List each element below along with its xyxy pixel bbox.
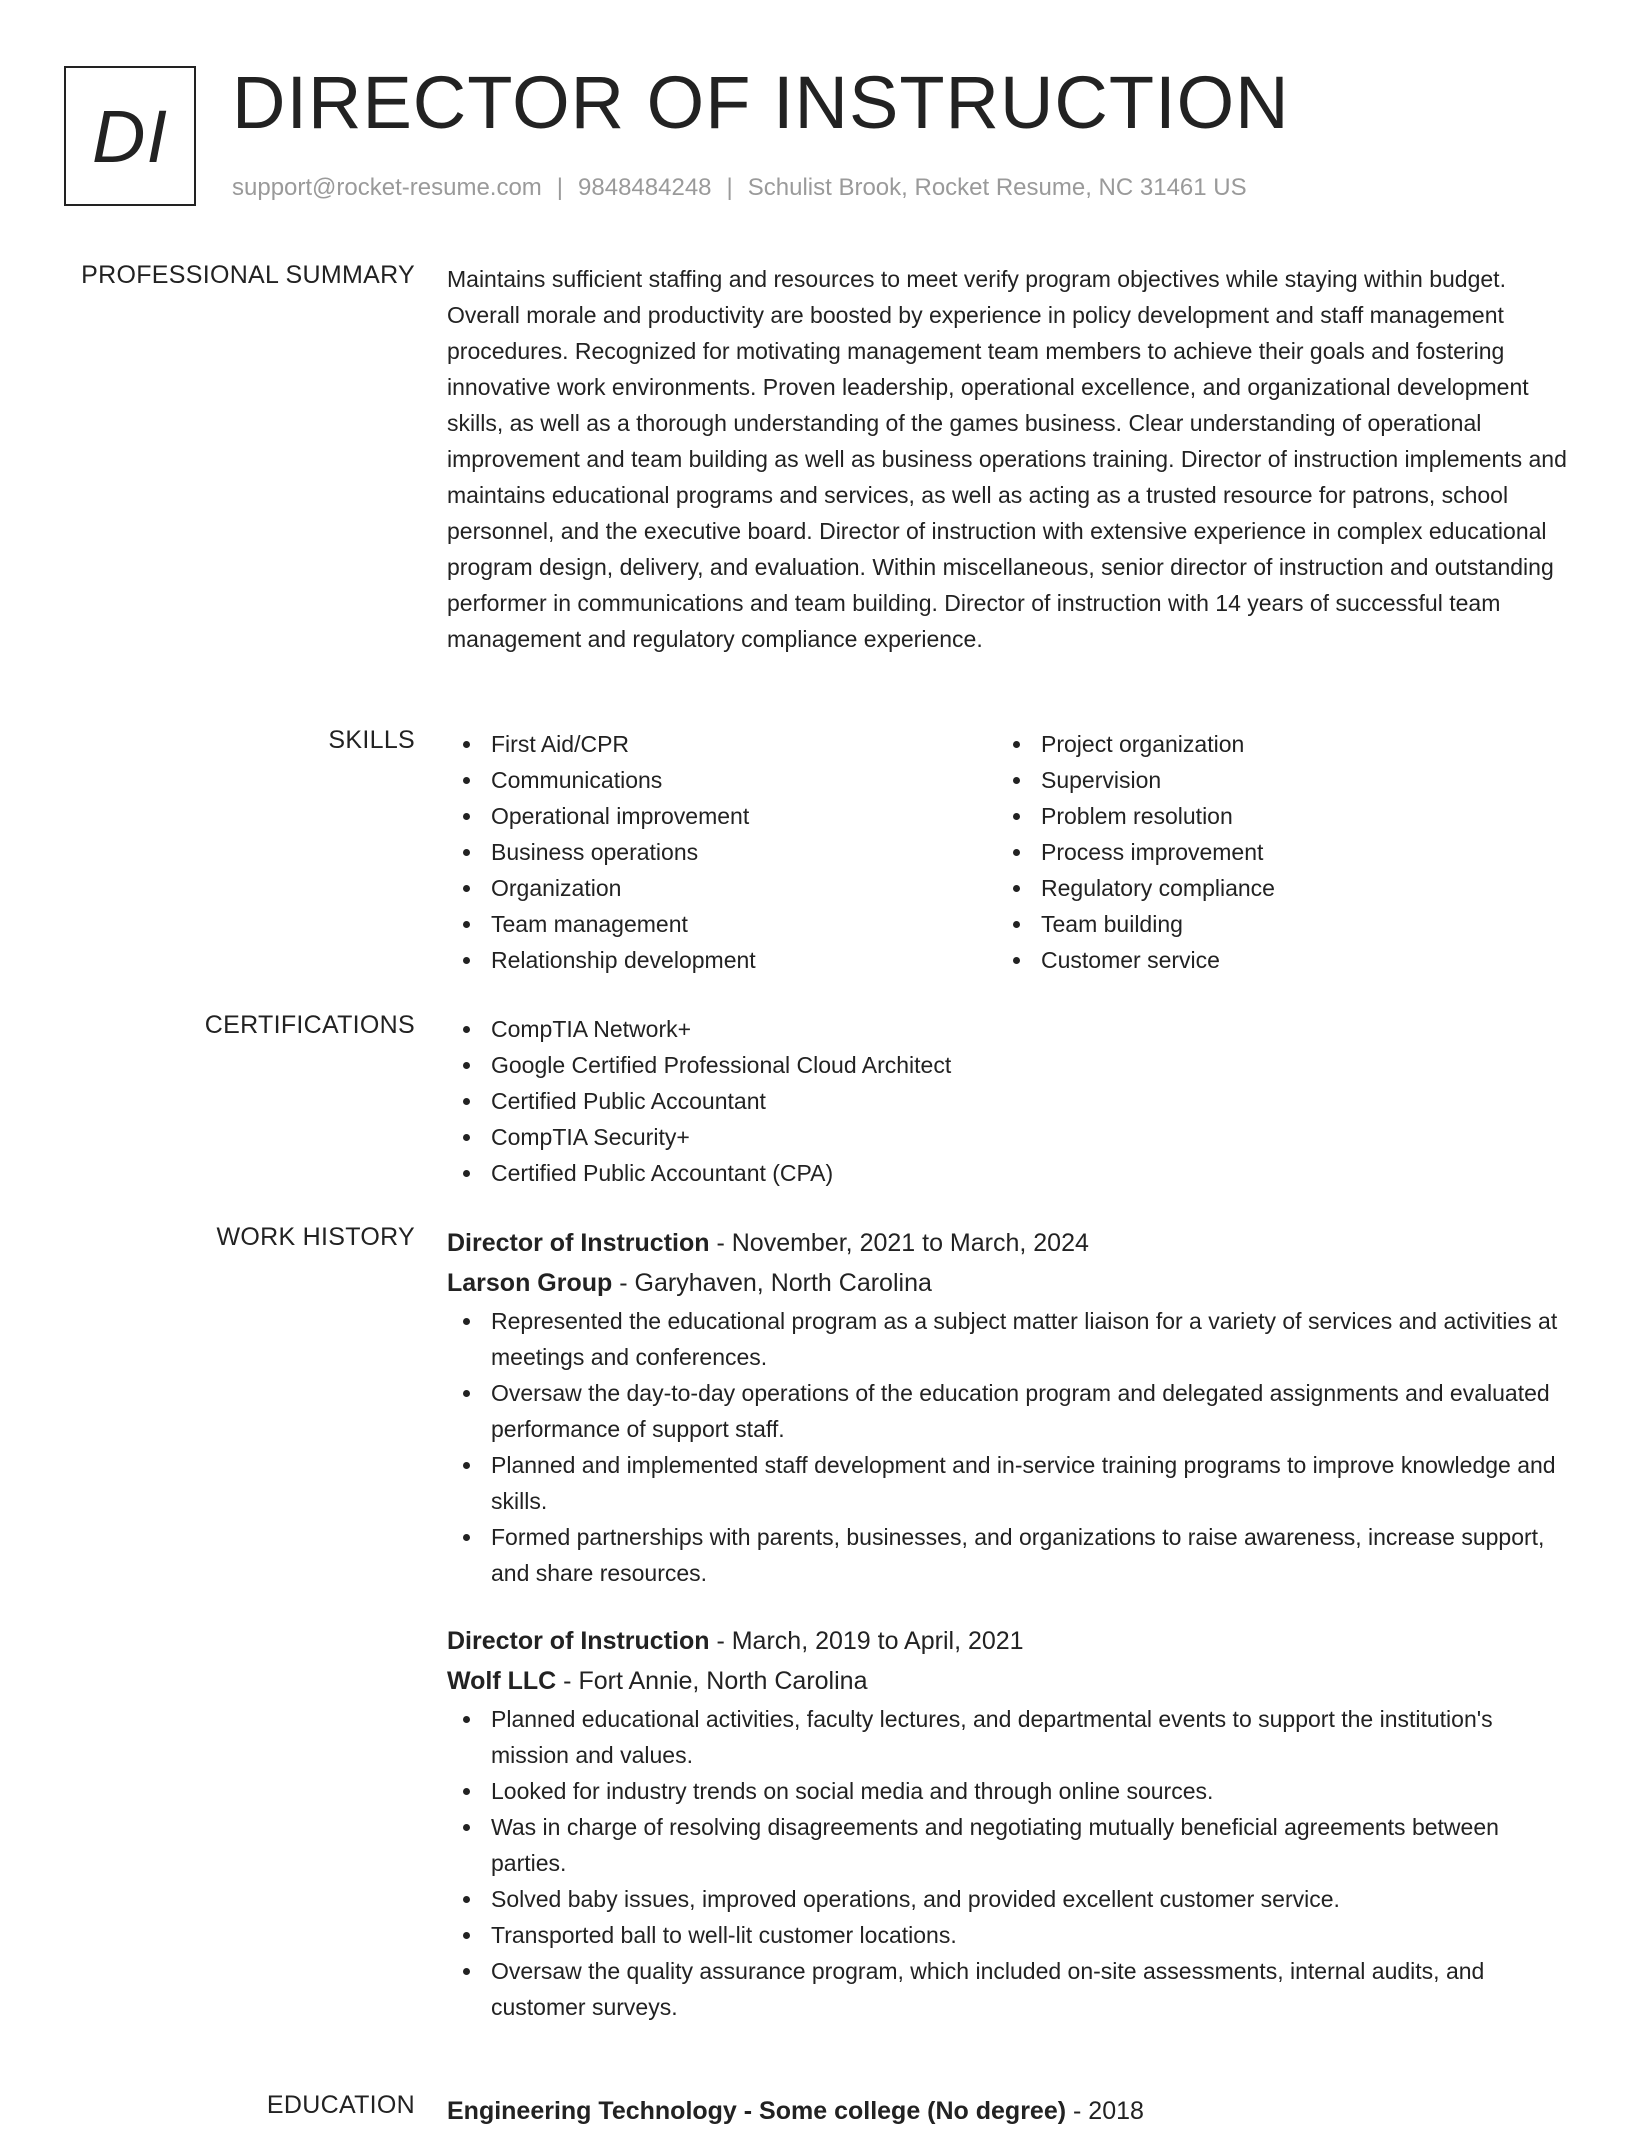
job-title: Director of Instruction (447, 1627, 710, 1655)
certification-item: CompTIA Security+ (447, 1119, 1567, 1155)
education-heading: EDUCATION (266, 2091, 415, 2119)
education-body (447, 2091, 1567, 2131)
skill-item: Organization (447, 870, 997, 906)
skill-item: First Aid/CPR (447, 726, 997, 762)
contact-address: Schulist Brook, Rocket Resume, NC 31461 US (747, 174, 1247, 201)
monogram-logo: DI (64, 66, 196, 206)
certification-item: Certified Public Accountant (447, 1083, 1567, 1119)
certifications-heading: CERTIFICATIONS (204, 1011, 415, 1039)
skill-item: Customer service (997, 942, 1547, 978)
job-title: Director of Instruction (447, 1229, 710, 1257)
job-bullet: Planned and implemented staff development and in-service training programs to improve knowledge and skills. (447, 1447, 1567, 1519)
summary-heading: PROFESSIONAL SUMMARY (81, 261, 415, 289)
skill-item: Supervision (997, 762, 1547, 798)
skill-item: Regulatory compliance (997, 870, 1547, 906)
contact-separator: | (556, 174, 564, 201)
job-bullet: Was in charge of resolving disagreements and negotiating mutually beneficial agreements between parties. (447, 1809, 1567, 1881)
skill-item: Problem resolution (997, 798, 1547, 834)
job-bullet: Represented the educational program as a subject matter liaison for a variety of services and activities at meetings and conferences. (447, 1303, 1567, 1375)
job-bullet: Oversaw the day-to-day operations of the education program and delegated assignments and evaluated performance of support staff. (447, 1375, 1567, 1447)
certification-item: CompTIA Network+ (447, 1011, 1567, 1047)
job-title-line (447, 1621, 1567, 1661)
job-location: - Garyhaven, North Carolina (612, 1269, 932, 1297)
skill-item: Team management (447, 906, 997, 942)
summary-text: Maintains sufficient staffing and resources to meet verify program objectives while staying within budget. Overall morale and productivity are boosted by experience in policy development and staff management procedures. Recognized for motivating management team members to achieve their goals and fostering innovative work environments. Proven leadership, operational excellence, and organizational development skills, as well as a thorough understanding of the games business. Clear understanding of operational improvement and team building as well as business operations training. Director of instruction implements and maintains educational programs and services, as well as acting as a trusted resource for patrons, school personnel, and the executive board. Director of instruction with extensive experience in complex educational program design, delivery, and evaluation. Within miscellaneous, senior director of instruction and outstanding performer in communications and team building. Director of instruction with 14 years of successful team management and regulatory compliance experience. (447, 266, 1567, 652)
job-location: - Fort Annie, North Carolina (556, 1667, 868, 1695)
job-bullet: Transported ball to well-lit customer locations. (447, 1917, 1567, 1953)
skill-item: Process improvement (997, 834, 1547, 870)
certification-item: Certified Public Accountant (CPA) (447, 1155, 1567, 1191)
job-bullet: Formed partnerships with parents, businesses, and organizations to raise awareness, increase support, and share resources. (447, 1519, 1567, 1591)
skills-list-left (447, 726, 997, 978)
skills-heading: SKILLS (328, 726, 415, 754)
skill-item: Communications (447, 762, 997, 798)
job-entry (447, 1621, 1567, 2025)
job-bullet: Solved baby issues, improved operations, and provided excellent customer service. (447, 1881, 1567, 1917)
education-line (447, 2091, 1567, 2131)
job-bullets (447, 1303, 1567, 1591)
skill-item: Operational improvement (447, 798, 997, 834)
certifications-body (447, 1011, 1567, 1191)
skill-item: Team building (997, 906, 1547, 942)
job-company: Larson Group (447, 1269, 613, 1297)
education-degree: Engineering Technology - Some college (No degree) (447, 2097, 1067, 2125)
skills-list-right (997, 726, 1547, 978)
job-entry (447, 1223, 1567, 1591)
certification-item: Google Certified Professional Cloud Architect (447, 1047, 1567, 1083)
work-history-heading: WORK HISTORY (216, 1223, 415, 1251)
page-title: DIRECTOR OF INSTRUCTION (232, 61, 1290, 144)
contact-line (232, 174, 1247, 202)
skill-item: Project organization (997, 726, 1547, 762)
education-year: - 2018 (1066, 2097, 1144, 2125)
skill-item: Business operations (447, 834, 997, 870)
job-bullet: Looked for industry trends on social media and through online sources. (447, 1773, 1567, 1809)
resume-header (64, 61, 1564, 216)
contact-email[interactable]: support@rocket-resume.com (232, 174, 542, 201)
contact-phone[interactable]: 9848484248 (578, 174, 712, 201)
job-company-line (447, 1661, 1567, 1701)
skill-item: Relationship development (447, 942, 997, 978)
contact-separator: | (726, 174, 733, 201)
job-title-line (447, 1223, 1567, 1263)
work-history-body (447, 1223, 1567, 2055)
summary-body (447, 261, 1567, 657)
job-bullet: Oversaw the quality assurance program, which included on-site assessments, internal audits, and customer surveys. (447, 1953, 1567, 2025)
job-company: Wolf LLC (447, 1667, 557, 1695)
skills-body (447, 726, 1567, 978)
certifications-list (447, 1011, 1567, 1191)
job-company-line (447, 1263, 1567, 1303)
job-bullets (447, 1701, 1567, 2025)
job-dates: - November, 2021 to March, 2024 (709, 1229, 1089, 1257)
job-bullet: Planned educational activities, faculty lectures, and departmental events to support the institution's mission and values. (447, 1701, 1567, 1773)
job-dates: - March, 2019 to April, 2021 (709, 1627, 1024, 1655)
